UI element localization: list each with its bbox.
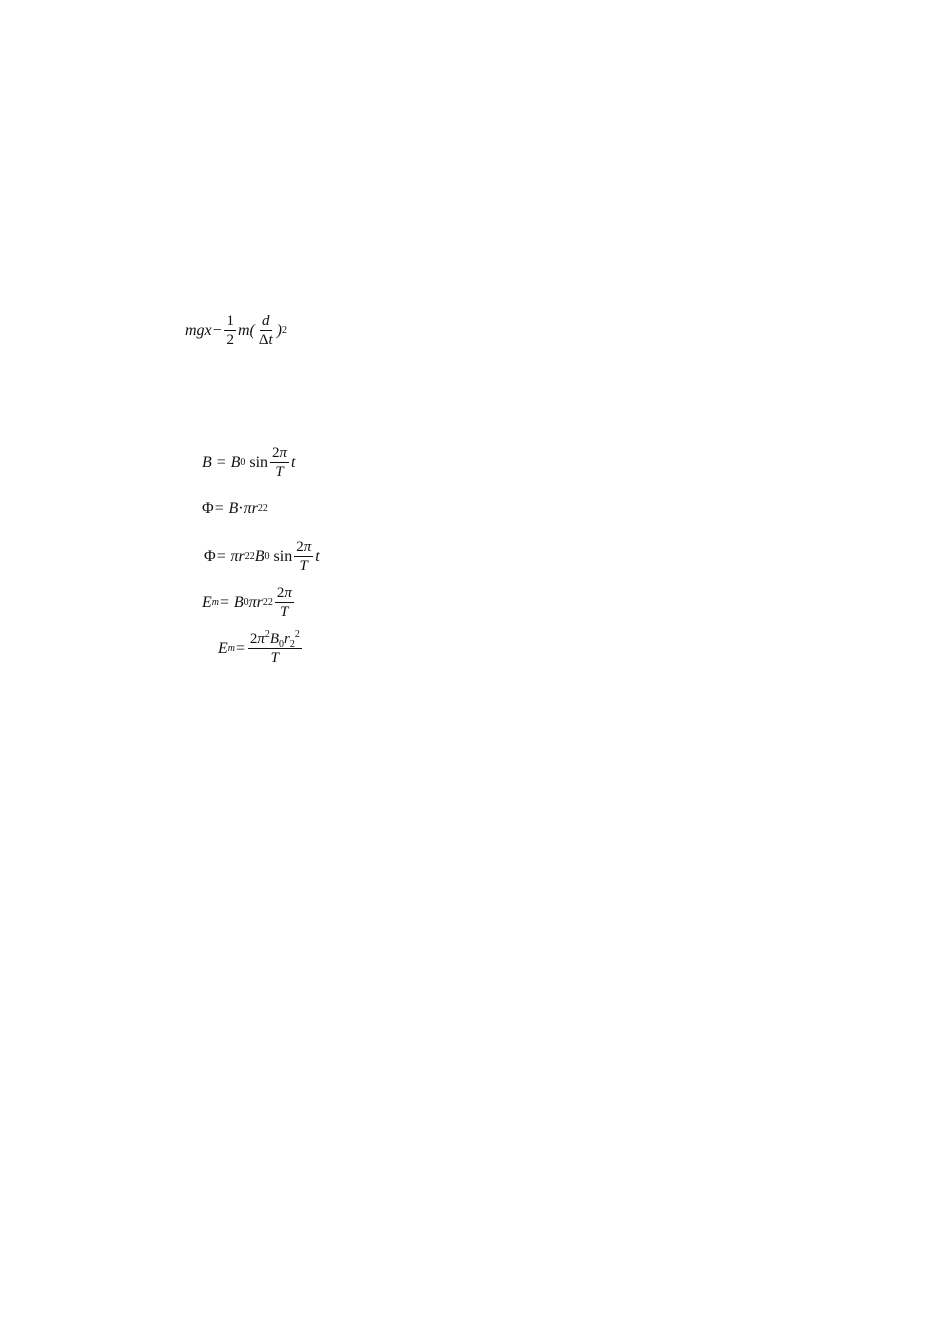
q12-eq-B: B = B 0 sin $\frac{2\pi}{T}$ t <box>202 445 296 480</box>
q12-Em-formula: E m = $\frac{2\pi^2B_0r_2^2}{T}$ <box>218 629 300 666</box>
q12-eq-phi: Φ = B · πr 2 2 <box>202 500 268 517</box>
q12-eq-Em-result <box>202 630 304 667</box>
q12-phi-formula: Φ = πr 2 2 B 0 sin $\frac{2\pi}{T}$ t <box>204 539 320 574</box>
q12-eq-Em: E m = B 0 πr 2 2 $\frac{2\pi}{T}$ <box>202 585 292 620</box>
q11-formula: mgx− $\frac{1}{2}$ m( $\frac{d}{\Delta t}$ ) 2 <box>185 313 287 348</box>
q12-eq-phi-result <box>202 538 320 575</box>
q11-line1 <box>137 312 291 349</box>
